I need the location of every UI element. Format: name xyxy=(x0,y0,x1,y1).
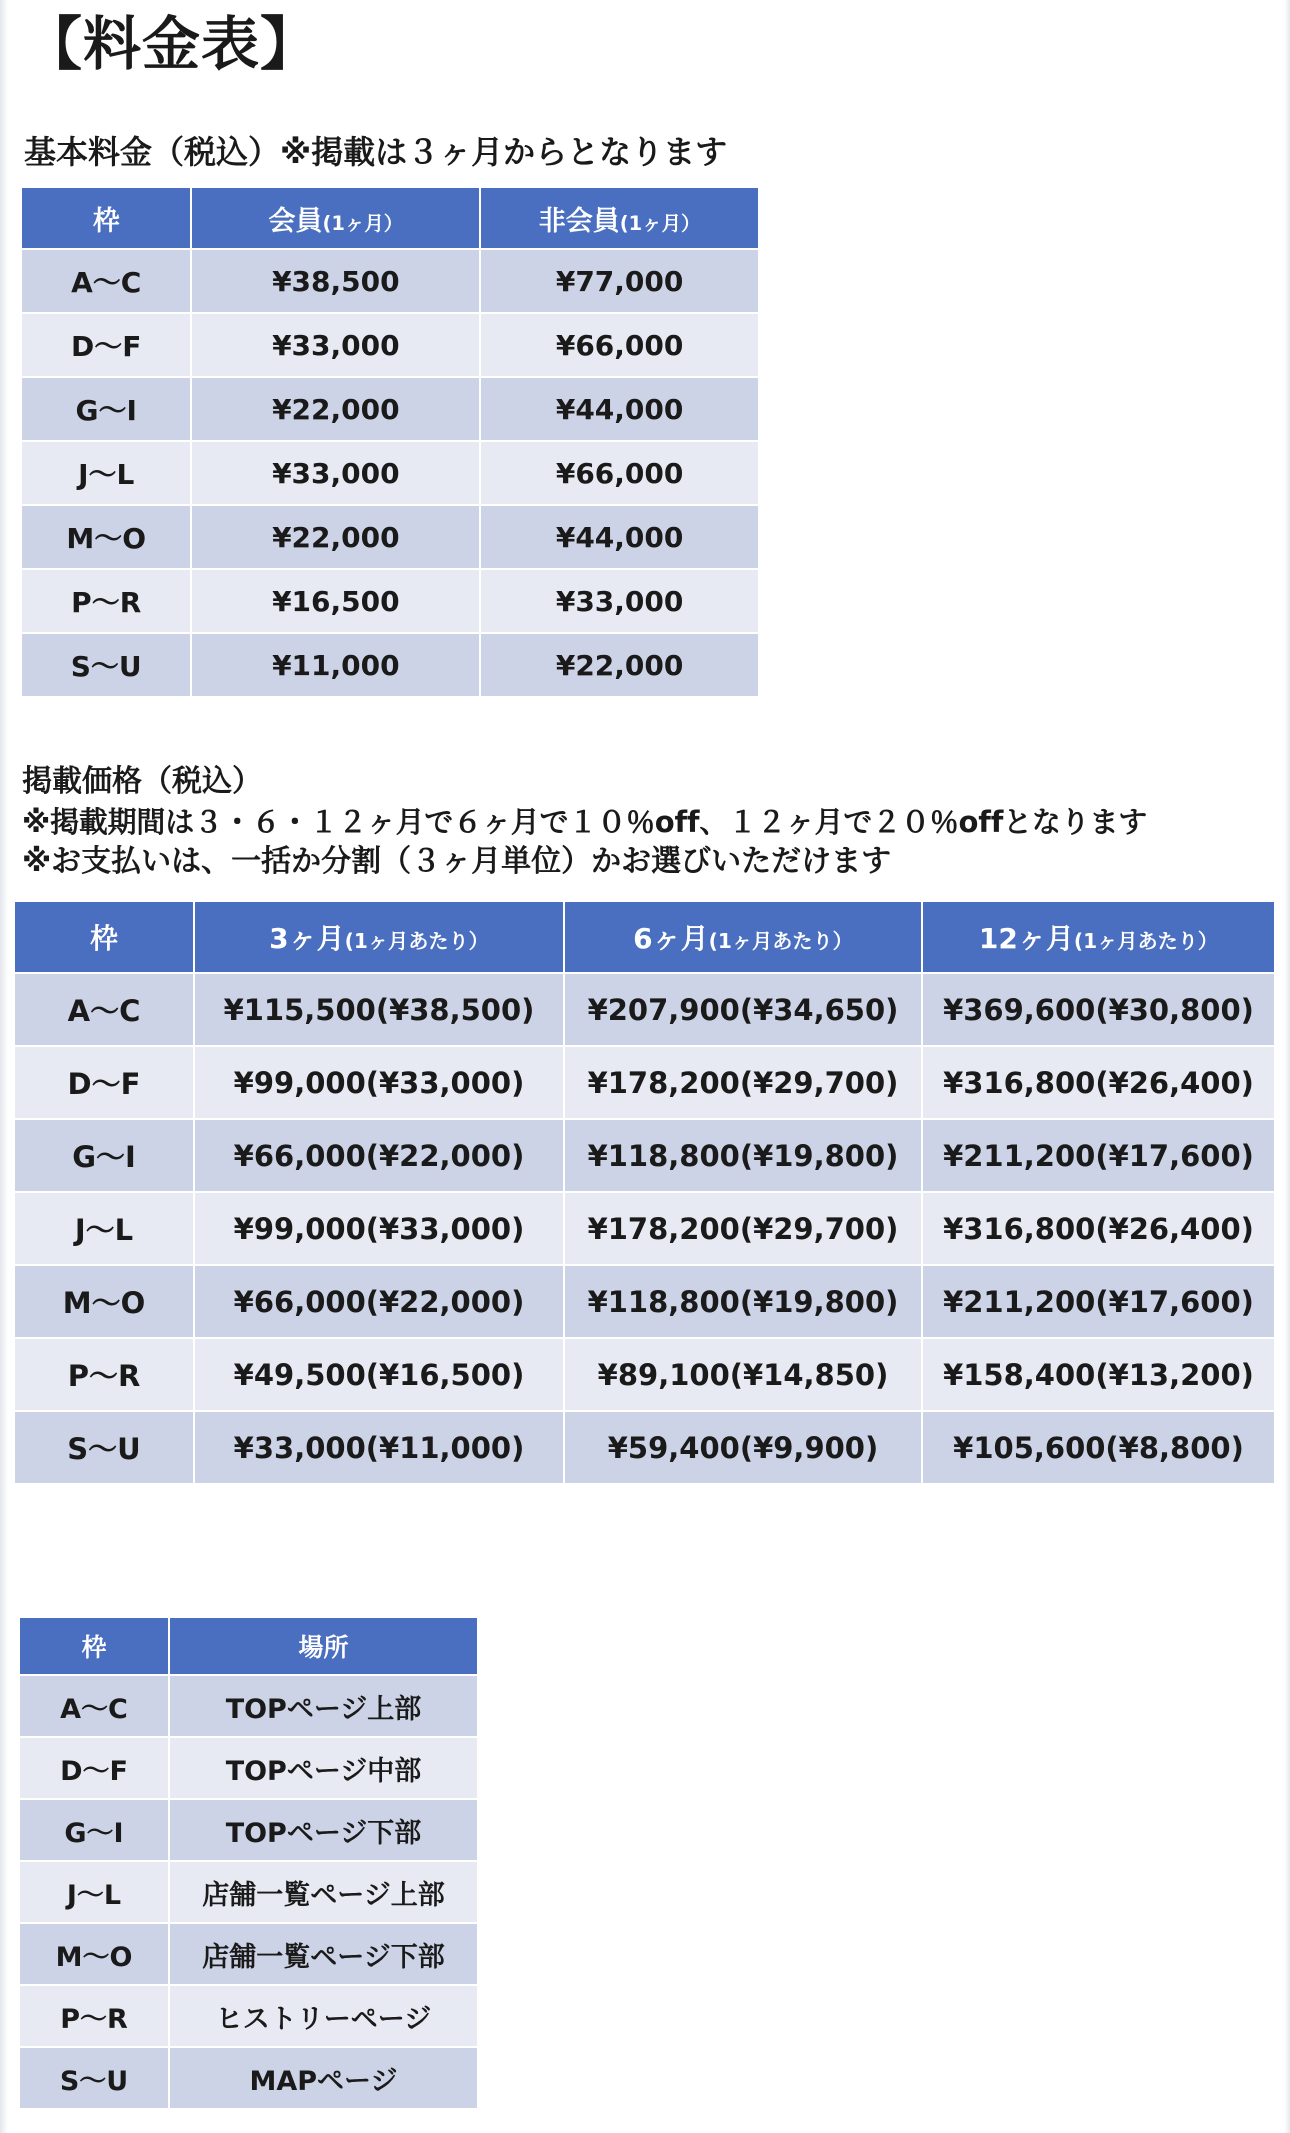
table-row xyxy=(20,1676,477,1736)
table-row xyxy=(15,1266,1274,1337)
slot-cell: D〜F xyxy=(15,1047,193,1118)
location-cell: ヒストリーページ xyxy=(170,1986,477,2046)
column-header-location: 場所 xyxy=(170,1618,477,1674)
non-member-price-cell: ¥44,000 xyxy=(481,506,758,568)
table-row xyxy=(20,1986,477,2046)
price-6-months-cell: ¥207,900(¥34,650) xyxy=(565,974,921,1045)
non-member-price-cell: ¥22,000 xyxy=(481,634,758,696)
listing-price-heading: 掲載価格（税込） xyxy=(22,764,262,799)
slot-cell: G〜I xyxy=(20,1800,168,1860)
table-row xyxy=(15,974,1274,1045)
slot-cell: A〜C xyxy=(20,1676,168,1736)
table-row xyxy=(15,1120,1274,1191)
slot-cell: A〜C xyxy=(15,974,193,1045)
table-header-row xyxy=(20,1618,477,1674)
price-12-months-cell: ¥105,600(¥8,800) xyxy=(923,1412,1274,1483)
listing-price-table xyxy=(13,900,1276,1485)
slot-cell: S〜U xyxy=(15,1412,193,1483)
table-row xyxy=(22,378,758,440)
price-3-months-cell: ¥66,000(¥22,000) xyxy=(195,1266,563,1337)
slot-cell: D〜F xyxy=(20,1738,168,1798)
location-cell: 店舗一覧ページ上部 xyxy=(170,1862,477,1922)
price-3-months-cell: ¥99,000(¥33,000) xyxy=(195,1047,563,1118)
column-header-slot: 枠 xyxy=(22,188,190,248)
price-12-months-cell: ¥158,400(¥13,200) xyxy=(923,1339,1274,1410)
non-member-price-cell: ¥66,000 xyxy=(481,314,758,376)
listing-payment-note: ※お支払いは、一括か分割（３ヶ月単位）かお選びいただけます xyxy=(22,844,892,879)
price-6-months-cell: ¥59,400(¥9,900) xyxy=(565,1412,921,1483)
price-6-months-cell: ¥118,800(¥19,800) xyxy=(565,1266,921,1337)
price-3-months-cell: ¥99,000(¥33,000) xyxy=(195,1193,563,1264)
page-title: 【料金表】 xyxy=(24,10,320,78)
slot-cell: P〜R xyxy=(15,1339,193,1410)
member-price-cell: ¥38,500 xyxy=(192,250,479,312)
price-3-months-cell: ¥115,500(¥38,500) xyxy=(195,974,563,1045)
price-3-months-cell: ¥66,000(¥22,000) xyxy=(195,1120,563,1191)
member-price-cell: ¥22,000 xyxy=(192,378,479,440)
basic-fee-table xyxy=(20,186,760,698)
member-price-cell: ¥33,000 xyxy=(192,314,479,376)
member-price-cell: ¥33,000 xyxy=(192,442,479,504)
price-6-months-cell: ¥118,800(¥19,800) xyxy=(565,1120,921,1191)
listing-discount-note: ※掲載期間は３・６・１２ヶ月で６ヶ月で１０％off、１２ヶ月で２０％offとなります xyxy=(22,805,1148,839)
price-12-months-cell: ¥211,200(¥17,600) xyxy=(923,1266,1274,1337)
price-6-months-cell: ¥178,200(¥29,700) xyxy=(565,1193,921,1264)
column-header-slot: 枠 xyxy=(15,902,193,972)
slot-cell: M〜O xyxy=(20,1924,168,1984)
member-price-cell: ¥16,500 xyxy=(192,570,479,632)
table-row xyxy=(20,1924,477,1984)
table-header-row xyxy=(15,902,1274,972)
location-cell: TOPページ下部 xyxy=(170,1800,477,1860)
table-row xyxy=(20,1862,477,1922)
basic-fee-heading: 基本料金（税込）※掲載は３ヶ月からとなります xyxy=(24,133,728,171)
slot-cell: S〜U xyxy=(20,2048,168,2108)
column-header-slot: 枠 xyxy=(20,1618,168,1674)
page-edge-left xyxy=(0,0,8,2133)
table-header-row xyxy=(22,188,758,248)
slot-cell: A〜C xyxy=(22,250,190,312)
table-row xyxy=(22,442,758,504)
slot-cell: J〜L xyxy=(20,1862,168,1922)
slot-cell: M〜O xyxy=(15,1266,193,1337)
location-cell: TOPページ上部 xyxy=(170,1676,477,1736)
table-row xyxy=(15,1412,1274,1483)
member-price-cell: ¥11,000 xyxy=(192,634,479,696)
slot-cell: P〜R xyxy=(22,570,190,632)
slot-location-table xyxy=(18,1616,479,2110)
slot-cell: J〜L xyxy=(22,442,190,504)
member-price-cell: ¥22,000 xyxy=(192,506,479,568)
non-member-price-cell: ¥66,000 xyxy=(481,442,758,504)
price-12-months-cell: ¥316,800(¥26,400) xyxy=(923,1047,1274,1118)
price-12-months-cell: ¥211,200(¥17,600) xyxy=(923,1120,1274,1191)
slot-cell: P〜R xyxy=(20,1986,168,2046)
table-row xyxy=(15,1339,1274,1410)
table-row xyxy=(20,1800,477,1860)
slot-cell: S〜U xyxy=(22,634,190,696)
non-member-price-cell: ¥44,000 xyxy=(481,378,758,440)
non-member-price-cell: ¥33,000 xyxy=(481,570,758,632)
table-row xyxy=(22,506,758,568)
location-cell: 店舗一覧ページ下部 xyxy=(170,1924,477,1984)
table-row xyxy=(15,1047,1274,1118)
page-edge-right xyxy=(1284,0,1290,2133)
column-header-non-member: 非会員(1ヶ月） xyxy=(481,188,758,248)
column-header-6-months: 6ヶ月(1ヶ月あたり） xyxy=(565,902,921,972)
table-row xyxy=(22,570,758,632)
price-12-months-cell: ¥369,600(¥30,800) xyxy=(923,974,1274,1045)
table-row xyxy=(20,1738,477,1798)
column-header-member: 会員(1ヶ月） xyxy=(192,188,479,248)
price-6-months-cell: ¥178,200(¥29,700) xyxy=(565,1047,921,1118)
slot-cell: M〜O xyxy=(22,506,190,568)
table-row xyxy=(20,2048,477,2108)
price-12-months-cell: ¥316,800(¥26,400) xyxy=(923,1193,1274,1264)
non-member-price-cell: ¥77,000 xyxy=(481,250,758,312)
column-header-12-months: 12ヶ月(1ヶ月あたり） xyxy=(923,902,1274,972)
location-cell: TOPページ中部 xyxy=(170,1738,477,1798)
location-cell: MAPページ xyxy=(170,2048,477,2108)
slot-cell: J〜L xyxy=(15,1193,193,1264)
table-row xyxy=(22,634,758,696)
table-row xyxy=(22,314,758,376)
slot-cell: G〜I xyxy=(15,1120,193,1191)
slot-cell: G〜I xyxy=(22,378,190,440)
price-3-months-cell: ¥33,000(¥11,000) xyxy=(195,1412,563,1483)
table-row xyxy=(22,250,758,312)
slot-cell: D〜F xyxy=(22,314,190,376)
price-6-months-cell: ¥89,100(¥14,850) xyxy=(565,1339,921,1410)
column-header-3-months: 3ヶ月(1ヶ月あたり） xyxy=(195,902,563,972)
price-3-months-cell: ¥49,500(¥16,500) xyxy=(195,1339,563,1410)
table-row xyxy=(15,1193,1274,1264)
